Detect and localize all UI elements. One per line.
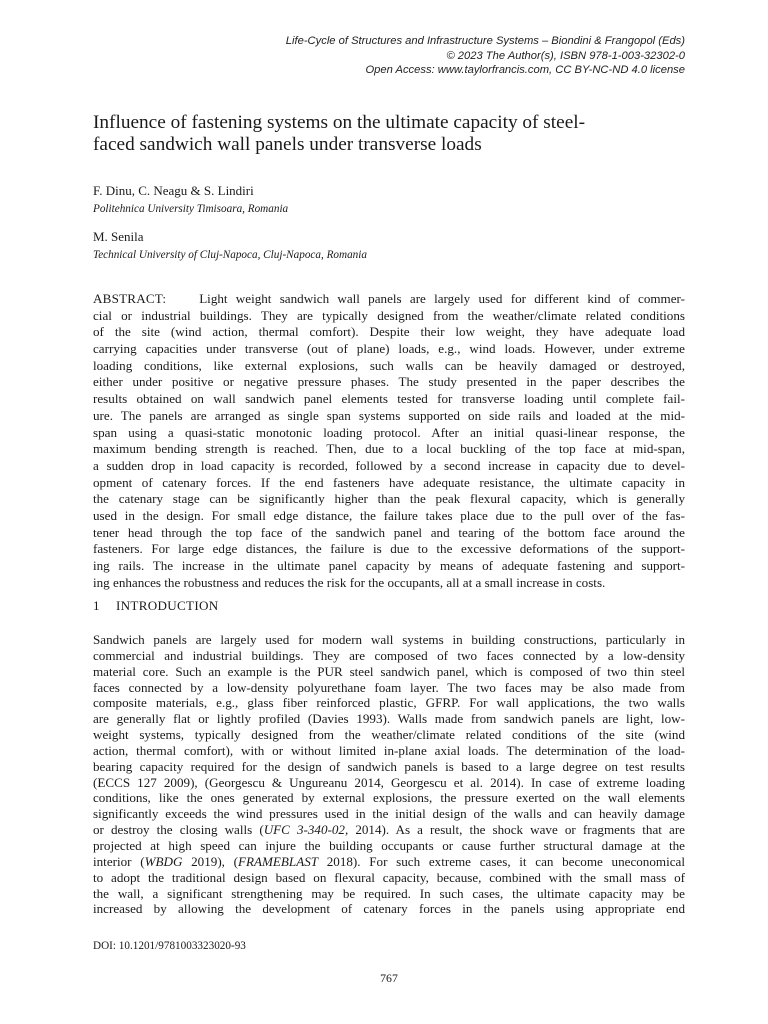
body-line: action, thermal comfort), with or without limited in-plane axial loads. The determination of the load-: [93, 742, 685, 758]
author-group-2: [93, 229, 685, 262]
abstract-line: either under positive or negative pressure phases. The study presented in the paper describes the: [93, 374, 685, 390]
body-line: [93, 854, 685, 870]
body-line: faces connected by a low-density polyurethane foam layer. The two faces may be also made from: [93, 679, 685, 695]
body-text-run: interior (: [93, 853, 145, 869]
section-heading-introduction: [93, 598, 219, 614]
body-line: conditions, like the ones generated by external explosions, the pressure exerted on the wall elements: [93, 790, 685, 806]
abstract-line: carrying capacities under transverse (out of plane) loads, e.g., wind loads. However, under extreme: [93, 341, 685, 357]
abstract-label: ABSTRACT:: [93, 291, 167, 306]
page-number: 767: [380, 971, 398, 985]
abstract-line: a sudden drop in load capacity is recorded, followed by a second increase in capacity due to devel-: [93, 457, 685, 473]
body-line: to adopt the traditional design based on flexural capacity, because, combined with the small mass of: [93, 869, 685, 885]
body-line: projected at high speed can injure the building occupants or cause further structural damage at the: [93, 837, 685, 853]
paper-page: [93, 0, 685, 1024]
abstract-line-text: Light weight sandwich wall panels are largely used for different kind of commer-: [199, 291, 686, 306]
body-line: [93, 822, 685, 838]
body-line: the wall, a significant strengthening may be required. In such cases, the ultimate capacity may be: [93, 885, 685, 901]
running-header: [93, 34, 685, 78]
body-line: weight systems, typically designed from the weather/climate related conditions of the site (wind: [93, 727, 685, 743]
body-line: significantly exceeds the wind pressures used in the initial design of the walls and can heavily damage: [93, 806, 685, 822]
abstract-line: span using a quasi-static monotonic loading protocol. After an initial quasi-linear response, the: [93, 424, 685, 440]
abstract-line: cial or industrial buildings. They are typically designed from the weather/climate related conditions: [93, 307, 685, 323]
section-title: INTRODUCTION: [116, 598, 219, 613]
body-line: are generally flat or lightly profiled (Davies 1993). Walls made from sandwich panels are light, low-: [93, 711, 685, 727]
header-copyright: © 2023 The Author(s), ISBN 978-1-003-32302-0: [446, 49, 685, 62]
citation-italic: FRAMEBLAST: [238, 853, 319, 869]
author-names: M. Senila: [93, 229, 144, 244]
title-line-2: faced sandwich wall panels under transverse loads: [93, 134, 482, 155]
body-line: commercial and industrial buildings. They are composed of two faces connected by a low-density: [93, 647, 685, 663]
author-affiliation: Technical University of Cluj-Napoca, Cluj-Napoca, Romania: [93, 249, 367, 261]
citation-italic: WBDG: [144, 853, 183, 869]
abstract-line: [93, 291, 685, 308]
citation-italic: UFC 3-340-02,: [263, 822, 349, 838]
body-line: Sandwich panels are largely used for modern wall systems in building constructions, particularly in: [93, 632, 685, 647]
paper-title: [93, 112, 685, 156]
abstract-line: of the site (wind action, thermal comfort). Despite their low weight, they have adequate load: [93, 324, 685, 340]
author-names: F. Dinu, C. Neagu & S. Lindiri: [93, 183, 254, 198]
header-license: Open Access: www.taylorfrancis.com, CC BY-NC-ND 4.0 license: [365, 64, 685, 76]
body-line: material core. Such an example is the PUR steel sandwich panel, which is composed of two thin steel: [93, 663, 685, 679]
abstract-line: the catenary stage can be significantly higher than the peak flexural capacity, which is generally: [93, 491, 685, 507]
doi: DOI: 10.1201/9781003323020-93: [93, 940, 246, 952]
introduction-body: [93, 632, 685, 917]
abstract-line: ing rails. The increase in the ultimate panel capacity by means of adequate fastening and support-: [93, 558, 685, 573]
title-line-1: Influence of fastening systems on the ultimate capacity of steel-: [93, 112, 586, 133]
section-number: 1: [93, 598, 100, 613]
abstract-line: used in the design. For small edge distance, the failure takes place due to the pull over of the fas-: [93, 507, 685, 523]
abstract-line: opment of catenary forces. If the end fasteners have adequate resistance, the ultimate capacity in: [93, 474, 685, 490]
abstract: [93, 291, 685, 591]
body-line: increased by allowing the development of catenary forces in the panels using appropriate end: [93, 901, 685, 917]
body-text-run: 2019), (: [182, 853, 239, 869]
abstract-line: fasteners. For large edge distances, the failure is due to the excessive deformations of the support-: [93, 541, 685, 557]
author-group-1: [93, 183, 685, 216]
body-line: (ECCS 127 2009), (Georgescu & Ungureanu 2014, Georgescu et al. 2014). In case of extreme loading: [93, 774, 685, 790]
header-book-title: Life-Cycle of Structures and Infrastructure Systems – Biondini & Frangopol (Eds): [285, 35, 685, 47]
abstract-line: ing enhances the robustness and reduces the risk for the occupants, all at a small increase in costs.: [93, 574, 606, 590]
body-line: bearing capacity required for the design of sandwich panels is based to a large degree on test results: [93, 758, 685, 774]
abstract-line: maximum bending strength is reached. Then, due to a local buckling of the top face at mid-span,: [93, 441, 685, 457]
abstract-line: tener head through the top face of the sandwich panel and tearing of the bottom face around the: [93, 524, 685, 540]
abstract-line: loading conditions, like external explosions, such walls can be heavily damaged or destroyed,: [93, 357, 685, 373]
body-text-run: 2014). As a result, the shock wave or fragments that are: [348, 822, 685, 838]
abstract-line: ure. The panels are arranged as single span systems supported on side rails and loaded at the mid-: [93, 407, 685, 423]
author-affiliation: Politehnica University Timisoara, Romania: [93, 203, 289, 215]
body-line: composite materials, e.g., glass fiber reinforced plastic, GFRP. For wall applications, the two walls: [93, 695, 685, 711]
body-text-run: or destroy the closing walls (: [93, 822, 264, 838]
abstract-line: results obtained on wall sandwich panel elements tested for transverse loading until complete fail-: [93, 391, 685, 407]
body-text-run: 2018). For such extreme cases, it can become uneconomical: [318, 853, 685, 869]
